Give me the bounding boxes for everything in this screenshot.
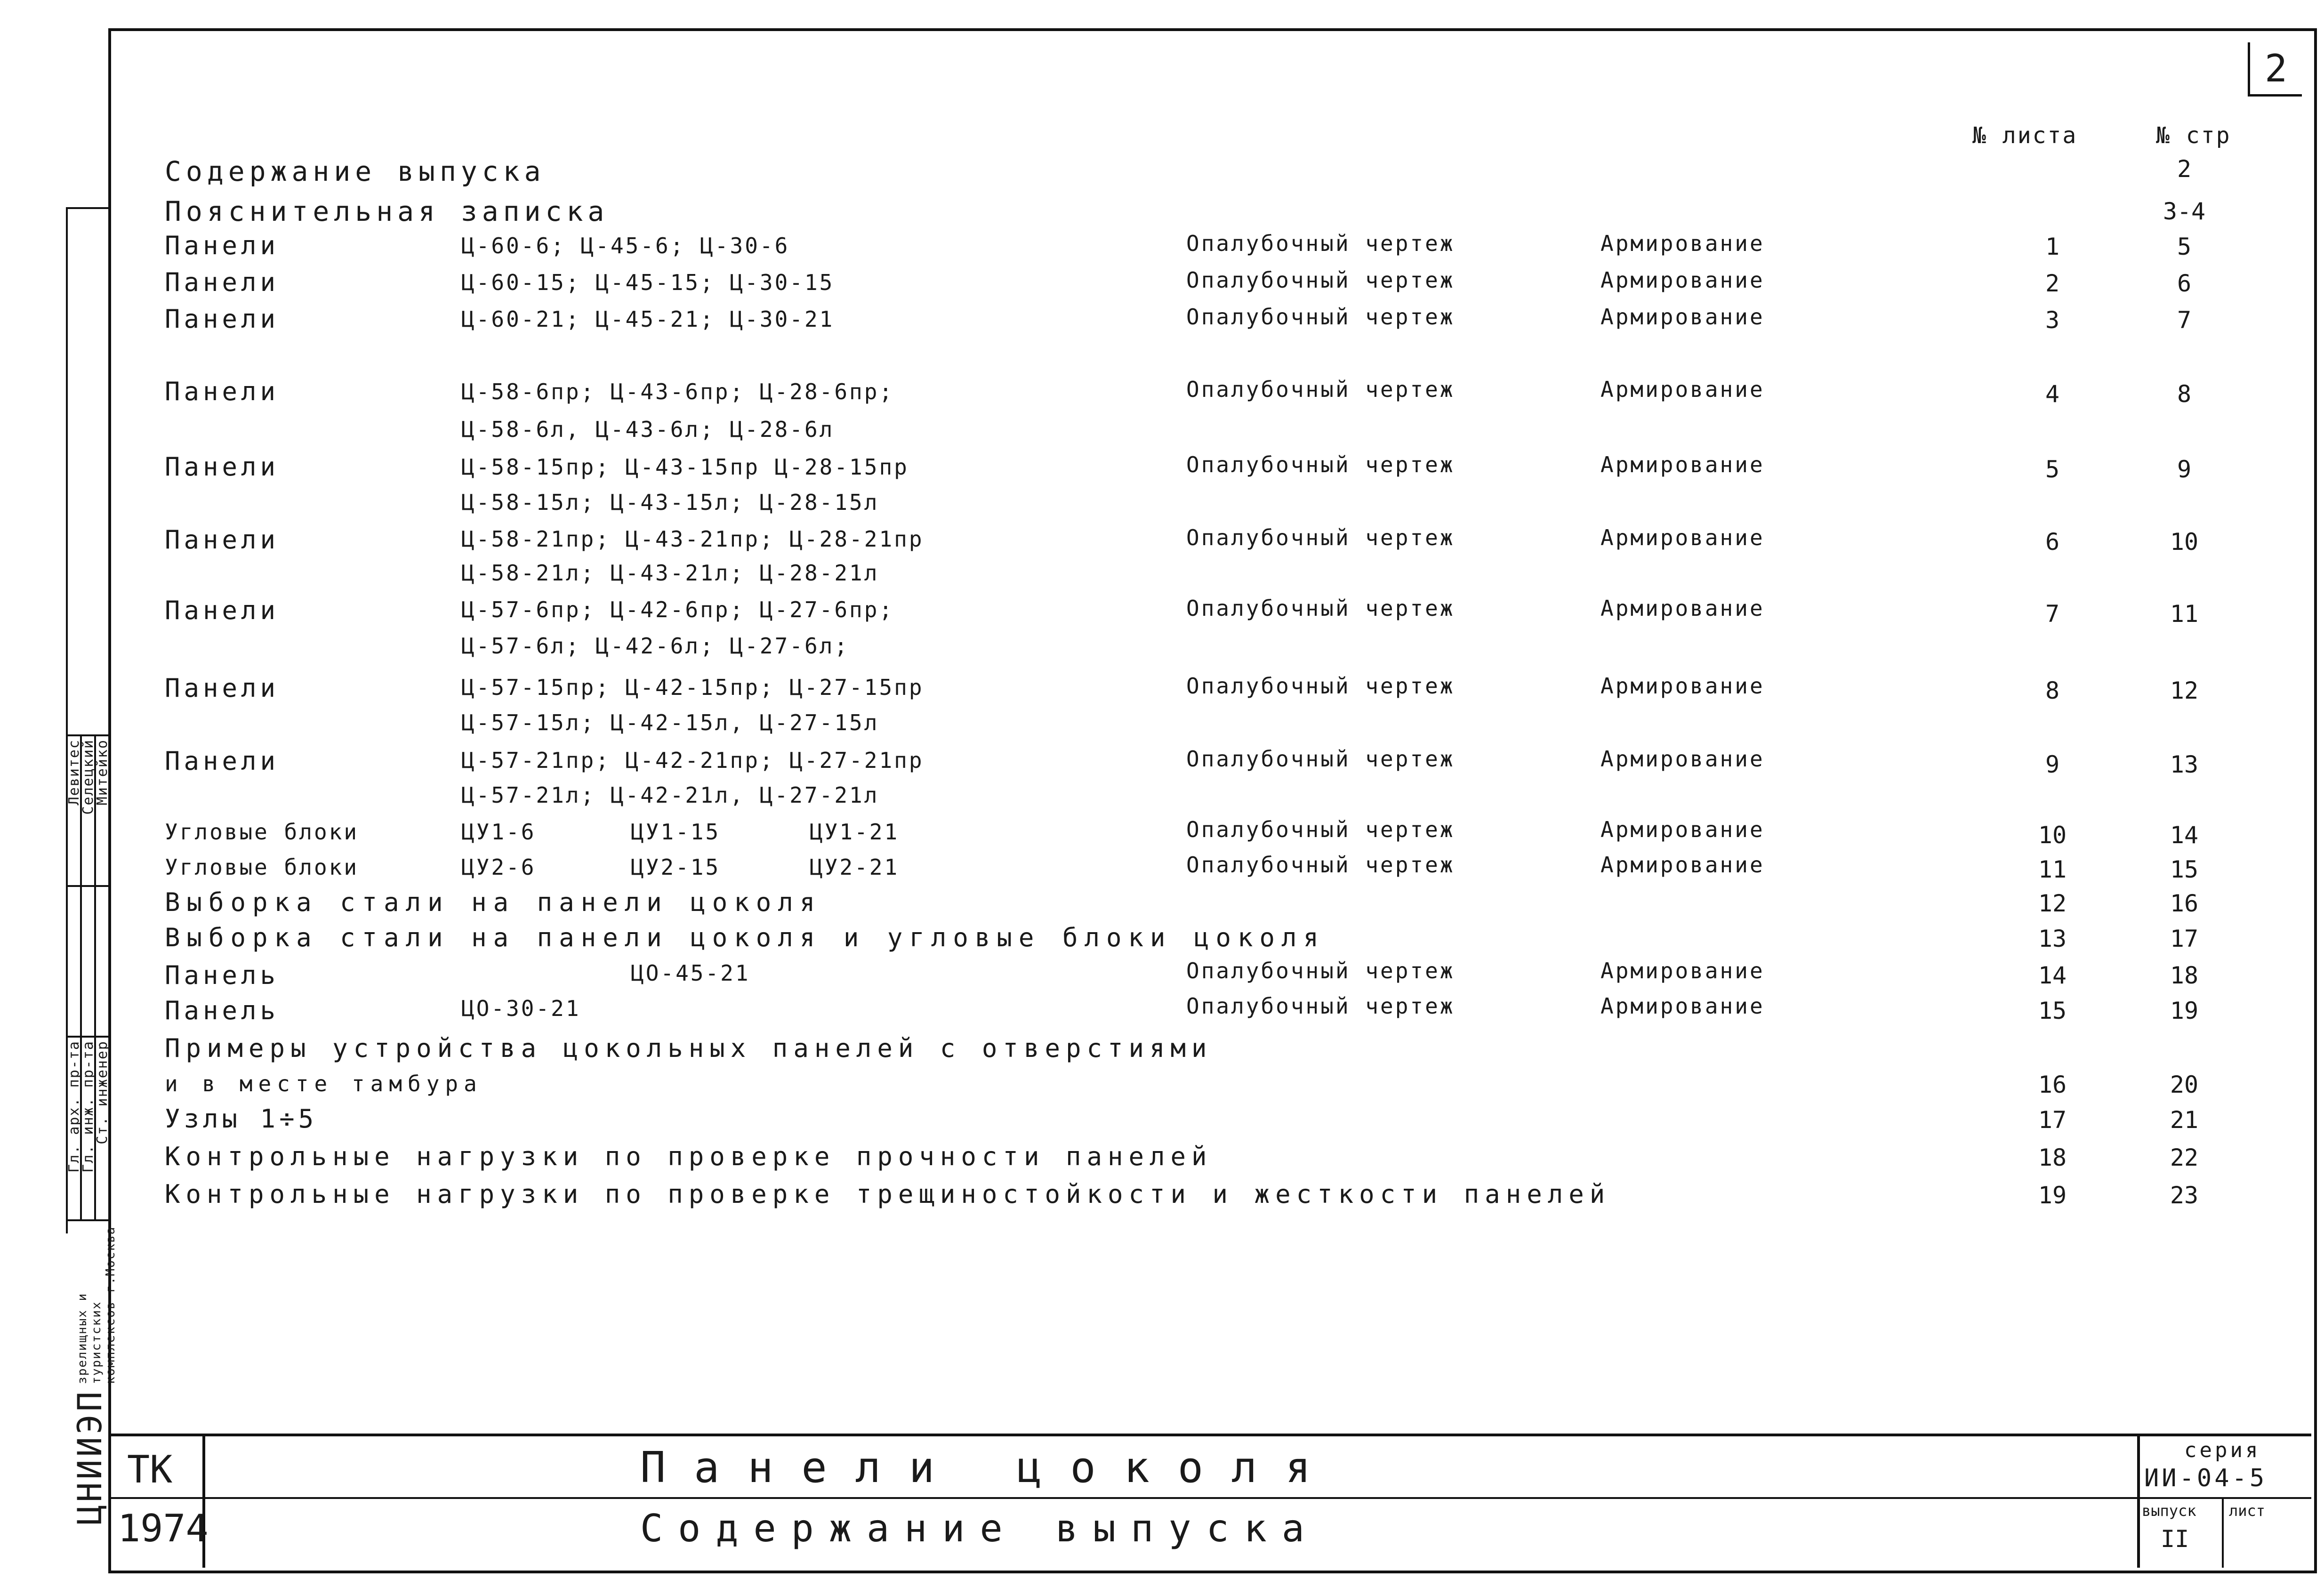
corner_blocks-1-label: Угловые блоки: [165, 854, 359, 880]
drawing-frame: [108, 28, 2317, 1573]
misc-2-drawing: Опалубочный чертеж: [1186, 958, 1455, 983]
corner_blocks-1-drawing: Опалубочный чертеж: [1186, 852, 1455, 878]
corner_blocks-0-codes-0: ЦУ1-6: [461, 819, 536, 845]
loads2-page: 23: [2170, 1182, 2199, 1209]
rows-1-rebar: Армирование: [1600, 267, 1765, 293]
rows-8-codes-0: Ц-57-21пр; Ц-42-21пр; Ц-27-21пр: [461, 748, 924, 773]
misc-0-sheet: 12: [2038, 890, 2067, 917]
loads1-text: Контрольные нагрузки по проверке прочности панелей: [165, 1142, 1213, 1171]
rows-1-label: Панели: [165, 267, 280, 297]
tb-issue-label: выпуск: [2142, 1502, 2196, 1520]
rows-7-rebar: Армирование: [1600, 673, 1765, 699]
examples-page: 20: [2170, 1071, 2199, 1098]
rows-4-label: Панели: [165, 452, 280, 482]
header-sheet-no: № листа: [1972, 122, 2078, 149]
stamp-role-1: Гл. арх. пр-та: [66, 1040, 82, 1173]
stamp-name-1: Левитес: [66, 739, 82, 806]
corner_blocks-0-drawing: Опалубочный чертеж: [1186, 817, 1455, 842]
rows-2-rebar: Армирование: [1600, 304, 1765, 330]
rows-5-rebar: Армирование: [1600, 525, 1765, 550]
misc-1-sheet: 13: [2038, 925, 2067, 952]
nodes-page: 21: [2170, 1106, 2199, 1134]
corner_blocks-0-codes-1: ЦУ1-15: [631, 819, 721, 845]
rows-7-drawing: Опалубочный чертеж: [1186, 673, 1455, 699]
rows-2-sheet: 3: [2045, 306, 2060, 334]
rows-6-rebar: Армирование: [1600, 596, 1765, 621]
rows-5-codes-1: Ц-58-21л; Ц-43-21л; Ц-28-21л: [461, 560, 879, 586]
tb-series: ИИ-04-5: [2144, 1464, 2268, 1492]
corner_blocks-1-sheet: 11: [2038, 856, 2067, 883]
rows-6-page: 11: [2170, 600, 2199, 628]
rows-6-label: Панели: [165, 596, 280, 625]
rows-7-codes-1: Ц-57-15л; Ц-42-15л, Ц-27-15л: [461, 710, 879, 735]
corner_blocks-0-codes-2: ЦУ1-21: [810, 819, 900, 845]
rows-5-codes-0: Ц-58-21пр; Ц-43-21пр; Ц-28-21пр: [461, 526, 924, 552]
rows-2-codes-0: Ц-60-21; Ц-45-21; Ц-30-21: [461, 306, 835, 332]
corner_blocks-0-rebar: Армирование: [1600, 817, 1765, 842]
misc-3-sheet: 15: [2038, 997, 2067, 1024]
corner_blocks-1-codes-0: ЦУ2-6: [461, 854, 536, 880]
misc-3-drawing: Опалубочный чертеж: [1186, 993, 1455, 1019]
misc-2-sheet: 14: [2038, 962, 2067, 989]
rows-7-page: 12: [2170, 677, 2199, 704]
stamp-org-full: зрелищных и туристских комплексов г.Москва: [75, 1226, 118, 1384]
rows-5-drawing: Опалубочный чертеж: [1186, 525, 1455, 550]
rows-1-page: 6: [2177, 270, 2192, 297]
loads1-sheet: 18: [2038, 1144, 2067, 1171]
rows-3-label: Панели: [165, 377, 280, 406]
corner_blocks-0-page: 14: [2170, 822, 2199, 849]
rows-5-label: Панели: [165, 525, 280, 555]
tb-tk: ТК: [127, 1448, 173, 1491]
rows-3-drawing: Опалубочный чертеж: [1186, 377, 1455, 402]
rows-2-drawing: Опалубочный чертеж: [1186, 304, 1455, 330]
stamp-role-3: Ст. инженер: [94, 1040, 111, 1144]
rows-0-page: 5: [2177, 233, 2192, 260]
examples-line2: и в месте тамбура: [165, 1071, 482, 1096]
rows-4-rebar: Армирование: [1600, 452, 1765, 477]
misc-2-code: ЦО-45-21: [631, 960, 750, 986]
rows-8-rebar: Армирование: [1600, 746, 1765, 772]
stamp-name-3: Митейко: [94, 739, 111, 806]
title-page: 2: [2177, 155, 2192, 183]
rows-6-drawing: Опалубочный чертеж: [1186, 596, 1455, 621]
stamp-org: ЦНИИЭП: [71, 1389, 109, 1525]
rows-4-codes-0: Ц-58-15пр; Ц-43-15пр Ц-28-15пр: [461, 454, 909, 480]
corner_blocks-1-codes-2: ЦУ2-21: [810, 854, 900, 880]
rows-5-sheet: 6: [2045, 528, 2060, 556]
rows-4-codes-1: Ц-58-15л; Ц-43-15л; Ц-28-15л: [461, 490, 879, 515]
tb-main-title: Панели цоколя: [640, 1443, 1339, 1492]
misc-3-page: 19: [2170, 997, 2199, 1024]
rows-6-codes-1: Ц-57-6л; Ц-42-6л; Ц-27-6л;: [461, 633, 850, 659]
stamp-role-2: Гл. инж. пр-та: [80, 1040, 96, 1173]
rows-4-sheet: 5: [2045, 456, 2060, 483]
rows-8-drawing: Опалубочный чертеж: [1186, 746, 1455, 772]
stamp-name-2: Селецкий: [80, 739, 96, 815]
rows-0-rebar: Армирование: [1600, 231, 1765, 256]
rows-4-page: 9: [2177, 456, 2192, 483]
rows-8-page: 13: [2170, 751, 2199, 778]
header-page-no: № стр: [2156, 122, 2231, 149]
loads1-page: 22: [2170, 1144, 2199, 1171]
rows-8-label: Панели: [165, 746, 280, 776]
tb-issue: II: [2161, 1525, 2189, 1553]
rows-7-sheet: 8: [2045, 677, 2060, 704]
rows-1-codes-0: Ц-60-15; Ц-45-15; Ц-30-15: [461, 270, 835, 295]
rows-7-codes-0: Ц-57-15пр; Ц-42-15пр; Ц-27-15пр: [461, 675, 924, 700]
rows-3-rebar: Армирование: [1600, 377, 1765, 402]
rows-8-codes-1: Ц-57-21л; Ц-42-21л, Ц-27-21л: [461, 782, 879, 808]
rows-0-drawing: Опалубочный чертеж: [1186, 231, 1455, 256]
rows-2-page: 7: [2177, 306, 2192, 334]
rows-3-codes-1: Ц-58-6л, Ц-43-6л; Ц-28-6л: [461, 417, 835, 442]
corner_blocks-1-page: 15: [2170, 856, 2199, 883]
tb-series-label: серия: [2184, 1438, 2261, 1462]
misc-1-page: 17: [2170, 925, 2199, 952]
loads2-text: Контрольные нагрузки по проверке трещиностойкости и жесткости панелей: [165, 1179, 1611, 1209]
rows-1-sheet: 2: [2045, 270, 2060, 297]
rows-8-sheet: 9: [2045, 751, 2060, 778]
tb-sub-title: Содержание выпуска: [640, 1506, 1319, 1550]
page-number: 2: [2248, 42, 2302, 97]
misc-3-code: ЦО-30-21: [461, 996, 581, 1021]
misc-2-label: Панель: [165, 960, 280, 990]
rows-5-page: 10: [2170, 528, 2199, 556]
loads2-sheet: 19: [2038, 1182, 2067, 1209]
rows-3-page: 8: [2177, 380, 2192, 408]
misc-3-rebar: Армирование: [1600, 993, 1765, 1019]
misc-1-text: Выборка стали на панели цоколя и угловые блоки цоколя: [165, 923, 1326, 952]
rows-2-label: Панели: [165, 304, 280, 334]
rows-4-drawing: Опалубочный чертеж: [1186, 452, 1455, 477]
examples-line1: Примеры устройства цокольных панелей с отверстиями: [165, 1033, 1213, 1063]
misc-2-page: 18: [2170, 962, 2199, 989]
rows-6-sheet: 7: [2045, 600, 2060, 628]
rows-0-sheet: 1: [2045, 233, 2060, 260]
misc-3-label: Панель: [165, 996, 280, 1025]
rows-7-label: Панели: [165, 673, 280, 703]
misc-0-text: Выборка стали на панели цоколя: [165, 887, 822, 917]
rows-3-codes-0: Ц-58-6пр; Ц-43-6пр; Ц-28-6пр;: [461, 379, 894, 404]
corner_blocks-0-label: Угловые блоки: [165, 819, 359, 845]
tb-sheet-label: лист: [2229, 1502, 2266, 1520]
corner_blocks-0-sheet: 10: [2038, 822, 2067, 849]
rows-6-codes-0: Ц-57-6пр; Ц-42-6пр; Ц-27-6пр;: [461, 597, 894, 622]
misc-2-rebar: Армирование: [1600, 958, 1765, 983]
examples-sheet: 16: [2038, 1071, 2067, 1098]
rows-0-label: Панели: [165, 231, 280, 260]
corner_blocks-1-codes-1: ЦУ2-15: [631, 854, 721, 880]
intro-page: 3-4: [2163, 198, 2206, 225]
tb-year: 1974: [118, 1506, 209, 1550]
rows-0-codes-0: Ц-60-6; Ц-45-6; Ц-30-6: [461, 233, 790, 258]
rows-3-sheet: 4: [2045, 380, 2060, 408]
misc-0-page: 16: [2170, 890, 2199, 917]
corner_blocks-1-rebar: Армирование: [1600, 852, 1765, 878]
contents-title: Содержание выпуска: [165, 155, 546, 187]
rows-1-drawing: Опалубочный чертеж: [1186, 267, 1455, 293]
nodes-sheet: 17: [2038, 1106, 2067, 1134]
nodes-text: Узлы 1÷5: [165, 1104, 318, 1134]
intro-label: Пояснительная записка: [165, 195, 609, 227]
